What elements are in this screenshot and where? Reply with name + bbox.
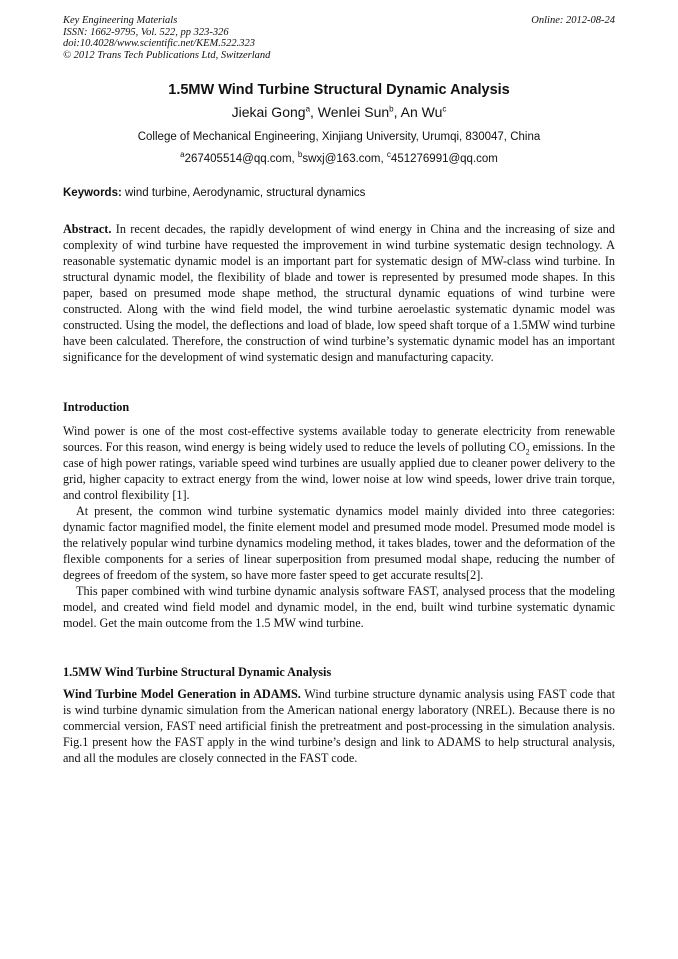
author-sup: c — [442, 104, 447, 114]
keywords-label: Keywords: — [63, 187, 122, 199]
author-sup: a — [305, 104, 311, 114]
journal-header — [63, 15, 615, 61]
section-heading-introduction: Introduction — [63, 400, 130, 414]
journal-name: Key Engineering Materials — [63, 15, 178, 26]
intro-paragraph-1: Wind power is one of the most cost-effective systems available today to generate electricity from renewable sources. For this reason, wind energy is being widely used to reduce the levels of polluting $CO_2$ emissions. In the case of high power ratings, variable speed wind turbines are usually applied due to cleaner power delivery to the grid, higher capacity to extract energy from the wind, lower noise at low wind speeds, lower drive train torque, and control flexibility [1]. — [63, 424, 616, 502]
online-date: Online: 2012-08-24 — [531, 15, 615, 26]
author-sep: , — [393, 104, 401, 120]
issn: ISSN: 1662-9795, Vol. 522, pp 323-326 — [63, 26, 229, 38]
email-sup: c — [386, 150, 391, 160]
email-address: swxj@163.com — [302, 153, 381, 165]
author-name: Wenlei Sun — [317, 104, 390, 120]
abstract-label: Abstract. — [63, 222, 112, 236]
introduction-body — [63, 423, 615, 631]
email-sup: a — [180, 150, 185, 160]
email-sup: b — [297, 150, 303, 160]
email-address: 267405514@qq.com — [184, 153, 292, 165]
author-name: Jiekai Gong — [231, 104, 306, 120]
intro-paragraph-3: This paper combined with wind turbine dynamic analysis software FAST, analysed process that the modeling model, and created wind field model and dynamic model, in the end, built wind turbine systematic dynamic model. Get the main outcome from the 1.5 MW wind turbine. — [63, 584, 615, 630]
doi: doi:10.4028/www.scientific.net/KEM.522.323 — [63, 38, 255, 49]
keywords-text: wind turbine, Aerodynamic, structural dynamics — [121, 187, 366, 199]
email-sep: , — [380, 153, 387, 165]
email-list — [0, 150, 678, 165]
keywords — [63, 187, 615, 199]
author-sup: b — [389, 104, 394, 114]
intro-paragraph-2: At present, the common wind turbine systematic dynamics model mainly divided into three categories: dynamic factor magnified model, the finite element model and presumed mode model. Presumed mode model is the relatively popular wind turbine dynamics modeling method, it takes blades, tower and the deformation of the flexible components for a series of linear superposition from presumed modal shape, reducing the number of degrees of freedom of the system, so have more faster speed to get accurate results[2]. — [63, 504, 615, 582]
section2-text: Wind turbine structure dynamic analysis using FAST code that is wind turbine dynamic simulation from the American national energy laboratory (NREL). Because there is no commercial version, FAST need artificial finish the pretreatment and post-processing in the simulation analysis. Fig.1 present how the FAST apply in the wind turbine’s design and link to ADAMS to help structural analysis, and all the modules are closely connected in the FAST code. — [63, 687, 615, 765]
abstract-text: In recent decades, the rapidly development of wind energy in China and the increasing of size and complexity of wind turbine have requested the improvement in wind turbine systematic design technology. A reasonable systematic dynamic model is an important part for systematic design of MW-class wind turbine. In structural dynamic model, the flexibility of blade and tower is represented by presumed mode shapes. In this paper, based on presumed mode shape method, the structural dynamic equations of wind turbine were constructed. Along with the wind field model, the wind turbine aeroelastic systematic dynamic model was constructed. Using the model, the deflections and load of blade, low speed shaft torque of a 1.5MW wind turbine have been calculated. Therefore, the construction of wind turbine’s systematic dynamic model has an important significance for the development of wind systematic design and manufacturing capacity. — [63, 222, 615, 364]
section2-body — [63, 686, 615, 766]
paper-title: 1.5MW Wind Turbine Structural Dynamic Analysis — [168, 82, 510, 98]
author-list — [0, 104, 678, 120]
author-name: An Wu — [400, 104, 443, 120]
affiliation: College of Mechanical Engineering, Xinjiang University, Urumqi, 830047, China — [137, 131, 541, 143]
subsection-label: Wind Turbine Model Generation in ADAMS. — [63, 687, 301, 701]
copyright: © 2012 Trans Tech Publications Ltd, Switzerland — [63, 49, 271, 61]
email-sep: , — [291, 153, 298, 165]
section-heading-structural-dynamic-analysis: 1.5MW Wind Turbine Structural Dynamic Analysis — [63, 665, 332, 679]
abstract — [63, 221, 615, 365]
email-address: 451276991@qq.com — [390, 153, 498, 165]
author-sep: , — [310, 104, 318, 120]
